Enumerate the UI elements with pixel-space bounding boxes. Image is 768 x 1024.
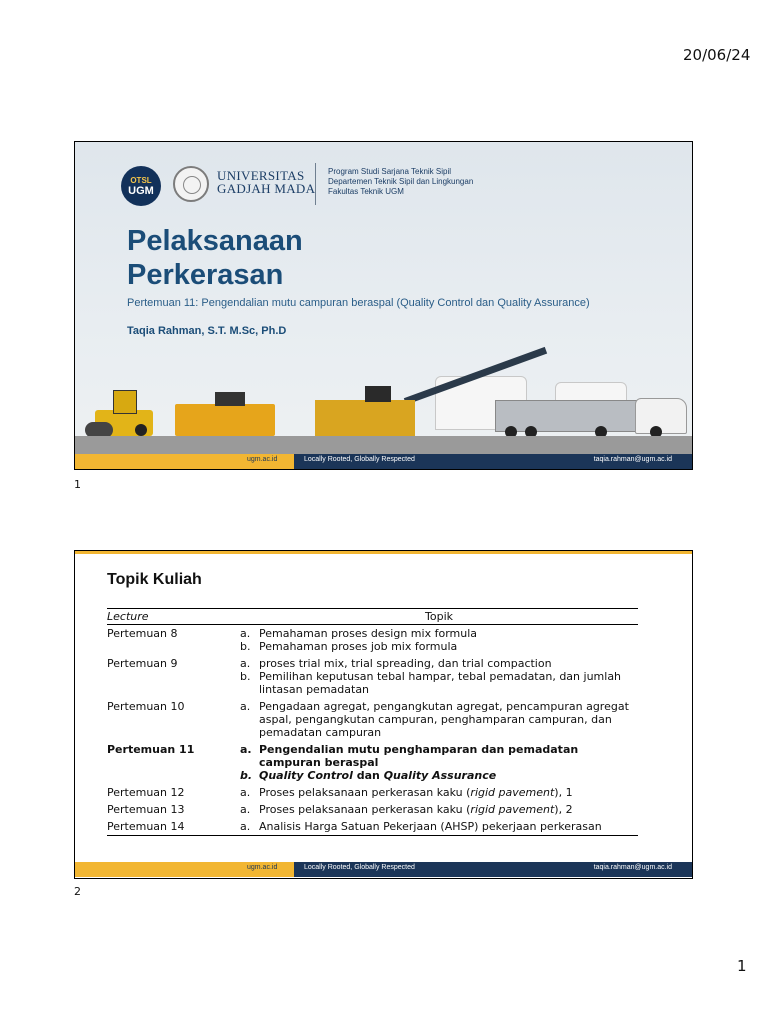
topic-cell [240, 801, 638, 818]
topic-cell [240, 698, 638, 741]
print-date: 20/06/24 [683, 46, 751, 64]
table-row [107, 625, 638, 656]
road-surface [75, 436, 692, 454]
page-number: 1 [737, 957, 747, 975]
lecture-cell: Pertemuan 14 [107, 818, 240, 836]
topic-item: a. Pengadaan agregat, pengangkutan agregat, pencampuran agregat aspal, pengangkutan campuran, penghamparan campuran, dan pemadatan campuran [240, 700, 629, 739]
roller-cab [113, 390, 137, 414]
topic-item: a. Analisis Harga Satuan Pekerjaan (AHSP) pekerjaan perkerasan [240, 820, 602, 833]
paver-canopy [215, 392, 245, 406]
topic-item: a. proses trial mix, trial spreading, dan trial compaction [240, 657, 552, 670]
slide-number-1: 1 [74, 478, 81, 491]
logo-line-2: UGM [128, 185, 154, 197]
lecture-cell: Pertemuan 8 [107, 627, 178, 640]
table-row [107, 655, 638, 698]
author-name: Taqia Rahman, S.T. M.Sc, Ph.D [127, 325, 287, 337]
footer-site: ugm.ac.id [247, 456, 278, 463]
topic-item: a. Proses pelaksanaan perkerasan kaku (rigid pavement), 2 [240, 803, 573, 816]
topic-item: b. Quality Control dan Quality Assurance [240, 769, 497, 782]
slide-2-topics [74, 550, 693, 879]
department-line-1: Program Studi Sarjana Teknik Sipil [328, 167, 452, 176]
department-line-3: Fakultas Teknik UGM [328, 187, 404, 196]
topic-item: a. Pengendalian mutu penghamparan dan pemadatan campuran beraspal [240, 743, 579, 769]
topic-cell [240, 784, 638, 801]
university-line-1: UNIVERSITAS [217, 168, 305, 183]
dump-trailer [495, 400, 637, 432]
slide-footer [75, 862, 692, 877]
header-divider [315, 163, 316, 205]
footer-tagline: Locally Rooted, Globally Respected [304, 864, 415, 871]
slide-subtitle: Pertemuan 11: Pengendalian mutu campuran beraspal (Quality Control dan Quality Assurance) [127, 297, 590, 309]
footer-tagline: Locally Rooted, Globally Respected [304, 456, 415, 463]
table-row [107, 801, 638, 818]
table-row [107, 741, 638, 784]
table-header-row [107, 609, 638, 625]
topic-item: b. Pemahaman proses job mix formula [240, 640, 458, 653]
university-line-2: GADJAH MADA [217, 181, 316, 196]
roller-wheel [135, 424, 147, 436]
lecture-cell: Pertemuan 10 [107, 700, 185, 713]
topic-cell [240, 625, 638, 656]
seal-inner-ring [183, 176, 201, 194]
department-line-2: Departemen Teknik Sipil dan Lingkungan [328, 177, 474, 186]
footer-email: taqia.rahman@ugm.ac.id [593, 864, 672, 871]
slide-number-2: 2 [74, 885, 81, 898]
title-line-1: Pelaksanaan [127, 225, 303, 257]
slide-heading: Topik Kuliah [107, 571, 202, 588]
table-row [107, 698, 638, 741]
topic-cell [240, 818, 638, 836]
lecture-cell: Pertemuan 9 [107, 657, 178, 670]
department-info [328, 167, 473, 197]
topic-cell [240, 655, 638, 698]
topic-item: a. Pemahaman proses design mix formula [240, 627, 478, 640]
slide-title [127, 224, 303, 292]
otsl-ugm-logo [121, 166, 161, 206]
slide-top-accent [75, 551, 692, 554]
slide-1-title [74, 141, 693, 470]
slide-footer [75, 454, 692, 469]
lecture-cell: Pertemuan 13 [107, 803, 185, 816]
miller-cab [365, 386, 391, 402]
topics-table [107, 608, 638, 836]
topic-item: a. Proses pelaksanaan perkerasan kaku (rigid pavement), 1 [240, 786, 573, 799]
col-header-lecture: Lecture [107, 609, 240, 625]
lecture-cell: Pertemuan 11 [107, 743, 195, 756]
topic-cell [240, 741, 638, 784]
footer-site: ugm.ac.id [247, 864, 278, 871]
lecture-cell: Pertemuan 12 [107, 786, 185, 799]
table-row [107, 784, 638, 801]
title-line-2: Perkerasan [127, 259, 284, 291]
footer-email: taqia.rahman@ugm.ac.id [593, 456, 672, 463]
logo-line-1: OTSL [130, 176, 152, 185]
ugm-seal-icon [173, 166, 209, 202]
table-row [107, 818, 638, 836]
cold-milling-machine [315, 400, 415, 436]
col-header-topic: Topik [240, 609, 638, 625]
topic-item: b. Pemilihan keputusan tebal hampar, tebal pemadatan, dan jumlah lintasan pemadatan [240, 670, 622, 696]
university-name [217, 169, 315, 195]
asphalt-paver [175, 404, 275, 436]
